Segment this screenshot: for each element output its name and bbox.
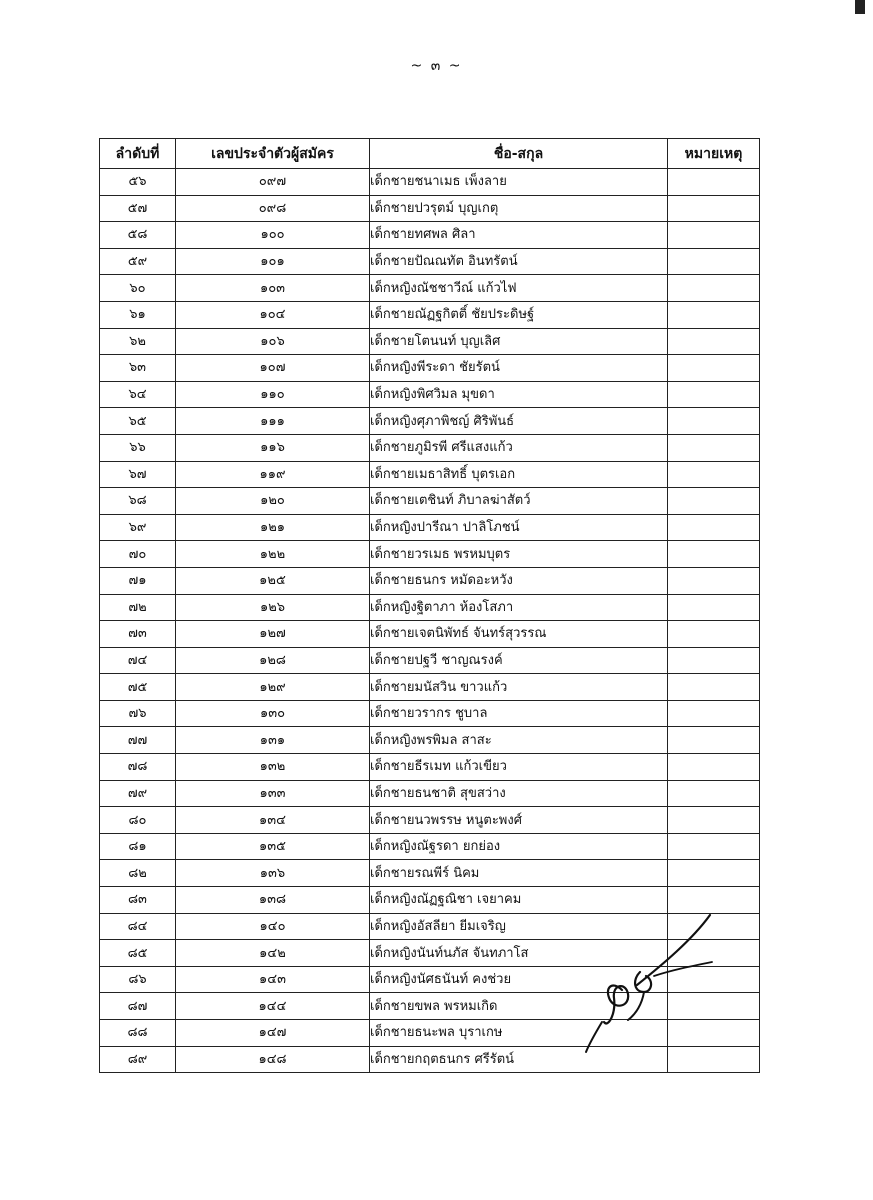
row-applicant-id-cell: ๑๔๒ — [176, 940, 370, 967]
row-full-name-cell: เด็กชายนวพรรษ หนูตะพงศ์ — [370, 807, 668, 834]
row-order-cell: ๖๑ — [100, 301, 176, 328]
table-row — [100, 408, 760, 435]
row-note-cell — [668, 461, 760, 488]
header-note: หมายเหตุ — [668, 139, 760, 169]
row-applicant-id-cell: ๑๑๖ — [176, 434, 370, 461]
row-full-name-cell: เด็กชายกฤตธนกร ศรีรัตน์ — [370, 1046, 668, 1073]
row-applicant-id-cell: ๑๔๐ — [176, 913, 370, 940]
row-order-cell: ๗๑ — [100, 567, 176, 594]
row-order-cell: ๘๙ — [100, 1046, 176, 1073]
row-note-cell — [668, 328, 760, 355]
row-applicant-id-cell: ๑๑๐ — [176, 381, 370, 408]
row-applicant-id-cell: ๑๓๒ — [176, 754, 370, 781]
row-full-name-cell: เด็กชายโตนนท์ บุญเลิศ — [370, 328, 668, 355]
row-note-cell — [668, 780, 760, 807]
row-full-name-cell: เด็กหญิงพีระดา ชัยรัตน์ — [370, 355, 668, 382]
row-full-name-cell: เด็กชายธีรเมท แก้วเขียว — [370, 754, 668, 781]
row-full-name-cell: เด็กชายปัณณทัต อินทรัตน์ — [370, 248, 668, 275]
row-full-name-cell: เด็กหญิงนันท์นภัส จันทภาโส — [370, 940, 668, 967]
table-row — [100, 833, 760, 860]
row-applicant-id-cell: ๑๒๖ — [176, 594, 370, 621]
row-note-cell — [668, 381, 760, 408]
row-note-cell — [668, 301, 760, 328]
table-row — [100, 780, 760, 807]
row-full-name-cell: เด็กหญิงอัสลียา ยีมเจริญ — [370, 913, 668, 940]
row-note-cell — [668, 408, 760, 435]
row-applicant-id-cell: ๑๐๑ — [176, 248, 370, 275]
row-order-cell: ๘๕ — [100, 940, 176, 967]
table-row — [100, 434, 760, 461]
row-full-name-cell: เด็กชายเจตนิพัทธ์ จันทร์สุวรรณ — [370, 621, 668, 648]
table-row — [100, 169, 760, 196]
row-applicant-id-cell: ๑๔๗ — [176, 1020, 370, 1047]
row-order-cell: ๖๘ — [100, 488, 176, 515]
row-order-cell: ๗๙ — [100, 780, 176, 807]
row-order-cell: ๖๕ — [100, 408, 176, 435]
table-row — [100, 700, 760, 727]
row-order-cell: ๘๑ — [100, 833, 176, 860]
row-applicant-id-cell: ๑๓๓ — [176, 780, 370, 807]
page-number: ~ ๓ ~ — [410, 58, 463, 74]
header-order: ลำดับที่ — [100, 139, 176, 169]
table-row — [100, 674, 760, 701]
row-note-cell — [668, 594, 760, 621]
row-order-cell: ๗๘ — [100, 754, 176, 781]
row-order-cell: ๘๓ — [100, 887, 176, 914]
row-applicant-id-cell: ๑๐๔ — [176, 301, 370, 328]
row-order-cell: ๘๗ — [100, 993, 176, 1020]
row-applicant-id-cell: ๑๓๔ — [176, 807, 370, 834]
row-order-cell: ๗๕ — [100, 674, 176, 701]
table-row — [100, 248, 760, 275]
row-order-cell: ๖๐ — [100, 275, 176, 302]
row-full-name-cell: เด็กชายวรเมธ พรหมบุตร — [370, 541, 668, 568]
row-order-cell: ๕๙ — [100, 248, 176, 275]
row-order-cell: ๗๐ — [100, 541, 176, 568]
row-note-cell — [668, 860, 760, 887]
row-order-cell: ๕๗ — [100, 195, 176, 222]
row-full-name-cell: เด็กชายขพล พรหมเกิด — [370, 993, 668, 1020]
row-note-cell — [668, 621, 760, 648]
row-full-name-cell: เด็กชายธนะพล บุราเกษ — [370, 1020, 668, 1047]
row-applicant-id-cell: ๑๓๕ — [176, 833, 370, 860]
row-full-name-cell: เด็กชายชนาเมธ เพ็งลาย — [370, 169, 668, 196]
row-note-cell — [668, 674, 760, 701]
table-row — [100, 461, 760, 488]
table-row — [100, 567, 760, 594]
row-full-name-cell: เด็กหญิงพรพิมล สาสะ — [370, 727, 668, 754]
row-applicant-id-cell: ๑๓๑ — [176, 727, 370, 754]
row-applicant-id-cell: ๑๐๐ — [176, 222, 370, 249]
row-full-name-cell: เด็กหญิงศุภาพิชญ์ ศิริพันธ์ — [370, 408, 668, 435]
row-order-cell: ๘๒ — [100, 860, 176, 887]
row-full-name-cell: เด็กชายภูมิรพี ศรีแสงแก้ว — [370, 434, 668, 461]
row-full-name-cell: เด็กชายมนัสวิน ขาวแก้ว — [370, 674, 668, 701]
row-order-cell: ๖๔ — [100, 381, 176, 408]
row-applicant-id-cell: ๑๒๗ — [176, 621, 370, 648]
row-note-cell — [668, 514, 760, 541]
row-full-name-cell: เด็กหญิงณัฐรดา ยกย่อง — [370, 833, 668, 860]
row-full-name-cell: เด็กชายรณพีร์ นิคม — [370, 860, 668, 887]
row-applicant-id-cell: ๑๒๕ — [176, 567, 370, 594]
handwritten-signature — [582, 910, 722, 1060]
row-order-cell: ๖๓ — [100, 355, 176, 382]
row-applicant-id-cell: ๑๐๖ — [176, 328, 370, 355]
row-order-cell: ๘๐ — [100, 807, 176, 834]
row-note-cell — [668, 833, 760, 860]
row-order-cell: ๗๓ — [100, 621, 176, 648]
row-order-cell: ๘๘ — [100, 1020, 176, 1047]
row-full-name-cell: เด็กหญิงปารีณา ปาลิโภชน์ — [370, 514, 668, 541]
row-note-cell — [668, 700, 760, 727]
row-full-name-cell: เด็กหญิงนัศธนันท์ คงช่วย — [370, 966, 668, 993]
row-order-cell: ๗๒ — [100, 594, 176, 621]
row-order-cell: ๗๔ — [100, 647, 176, 674]
row-full-name-cell: เด็กหญิงณัชชาวีณ์ แก้วไฟ — [370, 275, 668, 302]
row-note-cell — [668, 647, 760, 674]
table-row — [100, 594, 760, 621]
row-full-name-cell: เด็กชายปฐวี ชาญณรงค์ — [370, 647, 668, 674]
table-row — [100, 514, 760, 541]
row-order-cell: ๖๖ — [100, 434, 176, 461]
row-order-cell: ๗๖ — [100, 700, 176, 727]
table-header-row — [100, 139, 760, 169]
table-row — [100, 301, 760, 328]
header-full-name: ชื่อ-สกุล — [370, 139, 668, 169]
row-applicant-id-cell: ๑๓๖ — [176, 860, 370, 887]
table-row — [100, 381, 760, 408]
row-applicant-id-cell: ๑๔๘ — [176, 1046, 370, 1073]
row-note-cell — [668, 169, 760, 196]
row-note-cell — [668, 248, 760, 275]
table-row — [100, 275, 760, 302]
row-note-cell — [668, 434, 760, 461]
scan-corner-mark — [855, 0, 865, 14]
table-row — [100, 621, 760, 648]
row-note-cell — [668, 488, 760, 515]
row-note-cell — [668, 567, 760, 594]
row-order-cell: ๖๒ — [100, 328, 176, 355]
row-note-cell — [668, 541, 760, 568]
header-applicant-id: เลขประจำตัวผู้สมัคร — [176, 139, 370, 169]
row-applicant-id-cell: ๑๐๓ — [176, 275, 370, 302]
row-applicant-id-cell: ๑๓๐ — [176, 700, 370, 727]
row-full-name-cell: เด็กชายวรากร ชูบาล — [370, 700, 668, 727]
row-applicant-id-cell: ๑๓๘ — [176, 887, 370, 914]
table-row — [100, 754, 760, 781]
row-note-cell — [668, 222, 760, 249]
row-note-cell — [668, 727, 760, 754]
row-applicant-id-cell: ๑๔๔ — [176, 993, 370, 1020]
row-applicant-id-cell: ๑๑๑ — [176, 408, 370, 435]
row-order-cell: ๘๖ — [100, 966, 176, 993]
table-row — [100, 727, 760, 754]
table-row — [100, 222, 760, 249]
table-row — [100, 195, 760, 222]
row-full-name-cell: เด็กหญิงพิศวิมล มุขดา — [370, 381, 668, 408]
row-full-name-cell: เด็กชายธนกร หมัดอะหวัง — [370, 567, 668, 594]
row-full-name-cell: เด็กชายปวรุตม์ บุญเกตุ — [370, 195, 668, 222]
row-order-cell: ๕๖ — [100, 169, 176, 196]
row-order-cell: ๕๘ — [100, 222, 176, 249]
table-row — [100, 488, 760, 515]
table-row — [100, 355, 760, 382]
table-row — [100, 541, 760, 568]
row-applicant-id-cell: ๑๐๗ — [176, 355, 370, 382]
row-full-name-cell: เด็กชายเมธาสิทธิ์ บุตรเอก — [370, 461, 668, 488]
table-row — [100, 647, 760, 674]
row-applicant-id-cell: ๑๔๓ — [176, 966, 370, 993]
row-full-name-cell: เด็กหญิงณัฏฐณิชา เจยาคม — [370, 887, 668, 914]
row-applicant-id-cell: ๐๙๘ — [176, 195, 370, 222]
row-order-cell: ๗๗ — [100, 727, 176, 754]
row-applicant-id-cell: ๑๒๙ — [176, 674, 370, 701]
row-full-name-cell: เด็กชายธนชาติ สุขสว่าง — [370, 780, 668, 807]
table-row — [100, 807, 760, 834]
table-row — [100, 328, 760, 355]
row-note-cell — [668, 195, 760, 222]
row-full-name-cell: เด็กชายเตชินท์ ภิบาลฆ่าสัตว์ — [370, 488, 668, 515]
row-order-cell: ๖๗ — [100, 461, 176, 488]
row-note-cell — [668, 355, 760, 382]
row-order-cell: ๖๙ — [100, 514, 176, 541]
row-note-cell — [668, 754, 760, 781]
row-applicant-id-cell: ๐๙๗ — [176, 169, 370, 196]
row-note-cell — [668, 275, 760, 302]
row-applicant-id-cell: ๑๒๒ — [176, 541, 370, 568]
row-applicant-id-cell: ๑๑๙ — [176, 461, 370, 488]
row-full-name-cell: เด็กชายณัฏฐกิตติ์ ชัยประดิษฐ์ — [370, 301, 668, 328]
row-applicant-id-cell: ๑๒๐ — [176, 488, 370, 515]
row-applicant-id-cell: ๑๒๘ — [176, 647, 370, 674]
row-full-name-cell: เด็กหญิงฐิตาภา ห้องโสภา — [370, 594, 668, 621]
row-applicant-id-cell: ๑๒๑ — [176, 514, 370, 541]
row-note-cell — [668, 807, 760, 834]
table-row — [100, 860, 760, 887]
row-full-name-cell: เด็กชายทศพล ศิลา — [370, 222, 668, 249]
row-order-cell: ๘๔ — [100, 913, 176, 940]
